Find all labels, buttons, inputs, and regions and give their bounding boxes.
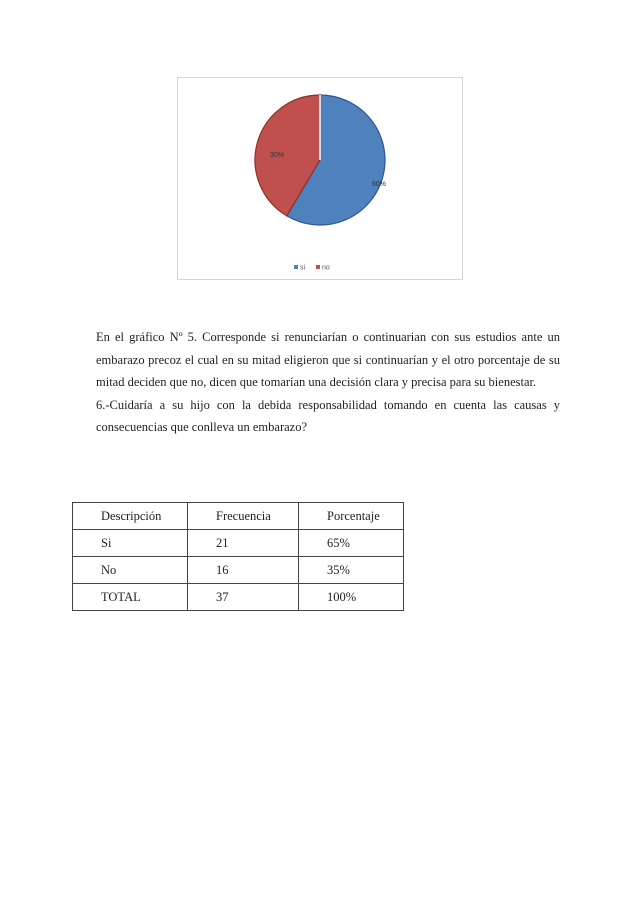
header-descripcion: Descripción (73, 503, 188, 530)
header-frecuencia: Frecuencia (188, 503, 299, 530)
slice-label-no: 30% (270, 152, 285, 159)
cell-descripcion: No (73, 557, 188, 584)
paragraph-question-6: 6.-Cuidaría a su hijo con la debida responsabilidad tomando en cuenta las causas y consecuencias que conlleva un embarazo? (96, 397, 560, 435)
table-row (73, 530, 404, 557)
table-row (73, 557, 404, 584)
pie-chart-svg (178, 78, 464, 281)
cell-frecuencia: 21 (188, 530, 299, 557)
legend-swatch-no (316, 265, 320, 269)
legend-swatch-si (294, 265, 298, 269)
body-text (96, 326, 560, 439)
pie-chart (177, 77, 463, 280)
cell-descripcion: Si (73, 530, 188, 557)
legend-label-si: si (300, 264, 306, 272)
cell-frecuencia: 16 (188, 557, 299, 584)
cell-descripcion: TOTAL (73, 584, 188, 611)
legend-label-no: no (322, 264, 330, 272)
cell-porcentaje: 35% (299, 557, 404, 584)
cell-porcentaje: 65% (299, 530, 404, 557)
frequency-table (72, 502, 404, 611)
table-row (73, 584, 404, 611)
cell-frecuencia: 37 (188, 584, 299, 611)
header-porcentaje: Porcentaje (299, 503, 404, 530)
slice-label-si: 60% (372, 181, 387, 188)
cell-porcentaje: 100% (299, 584, 404, 611)
table-header-row (73, 503, 404, 530)
paragraph-chart-description: En el gráfico Nº 5. Corresponde si renunciarían o continuarian con sus estudios ante un embarazo precoz el cual en su mitad eligieron que si continuarían y el otro porcentaje de su mitad deciden que no, dicen que tomarían una decisión clara y precisa para su bienestar. (96, 330, 560, 390)
